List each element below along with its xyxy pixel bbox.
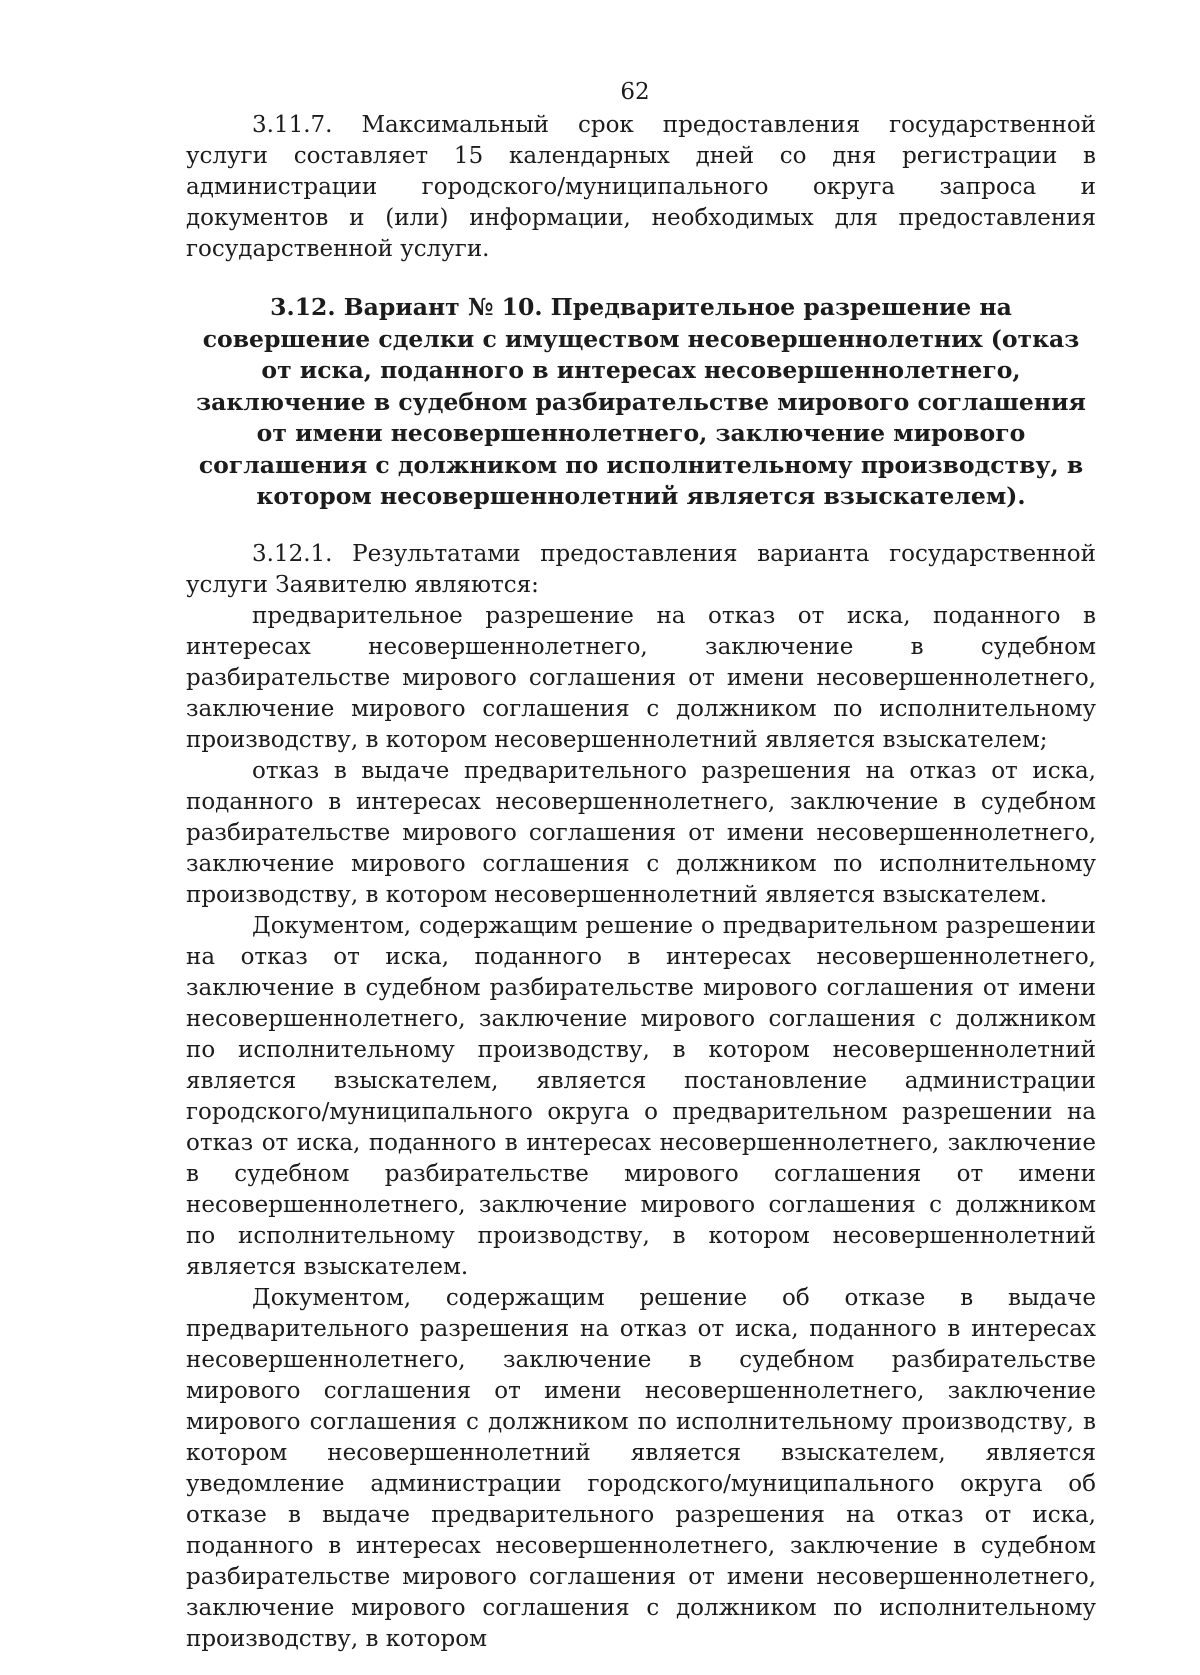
page-number: 62 xyxy=(620,79,650,105)
document-refusal-paragraph: Документом, содержащим решение об отказе в выдаче предварительного разрешения на отказ от иска, поданного в интересах несовершеннолетнего, заключение в судебном разбирательстве мирового соглашения от имени несовершеннолетнего, заключение мирового соглашения с должником по исполнительному производству, в котором несовершеннолетний является взыскателем, является уведомление администрации городского/муниципального округа об отказе в выдаче предварительного разрешения на отказ от иска, поданного в интересах несовершеннолетнего, заключение в судебном разбирательстве мирового соглашения от имени несовершеннолетнего, заключение мирового соглашения с должником по исполнительному производству, в котором xyxy=(186,1284,1096,1652)
section-heading-3-12: 3.12. Вариант № 10. Предварительное разрешение на совершение сделки с имуществом несовершеннолетних (отказ от иска, поданного в интересах несовершеннолетнего, заключение в судебном разбирательстве мирового соглашения от имени несовершеннолетнего, заключение мирового соглашения с должником по исполнительному производству, в котором несовершеннолетний является взыскателем). xyxy=(196,293,1086,510)
document-body xyxy=(186,110,1096,1655)
result-permission: предварительное разрешение на отказ от иска, поданного в интересах несовершеннолетнего, заключение в судебном разбирательстве мирового соглашения от имени несовершеннолетнего, заключение мирового соглашения с должником по исполнительному производству, в котором несовершеннолетний является взыскателем; xyxy=(186,602,1096,753)
paragraph-3-11-7: 3.11.7. Максимальный срок предоставления государственной услуги составляет 15 календарных дней со дня регистрации в администрации городского/муниципального округа запроса и документов и (или) информации, необходимых для предоставления государственной услуги. xyxy=(186,112,1096,262)
paragraph-3-12-1: 3.12.1. Результатами предоставления варианта государственной услуги Заявителю являются: xyxy=(186,540,1096,598)
result-refusal: отказ в выдаче предварительного разрешения на отказ от иска, поданного в интересах несовершеннолетнего, заключение в судебном разбирательстве мирового соглашения от имени несовершеннолетнего, заключение мирового соглашения с должником по исполнительному производству, в котором несовершеннолетний является взыскателем. xyxy=(186,757,1096,908)
document-permission-paragraph: Документом, содержащим решение о предварительном разрешении на отказ от иска, поданного в интересах несовершеннолетнего, заключение в судебном разбирательстве мирового соглашения от имени несовершеннолетнего, заключение мирового соглашения с должником по исполнительному производству, в котором несовершеннолетний является взыскателем, является постановление администрации городского/муниципального округа о предварительном разрешении на отказ от иска, поданного в интересах несовершеннолетнего, заключение в судебном разбирательстве мирового соглашения от имени несовершеннолетнего, заключение мирового соглашения с должником по исполнительному производству, в котором несовершеннолетний является взыскателем. xyxy=(186,912,1096,1280)
